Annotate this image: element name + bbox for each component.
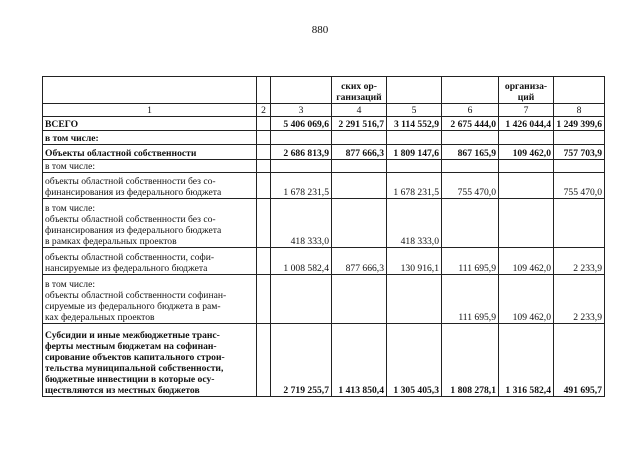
cell-col2 [257,131,271,145]
cell-c3: 2 719 255,7 [271,324,332,397]
cell-c4 [332,131,387,145]
cell-col2 [257,248,271,275]
cell-c4: 877 666,3 [332,145,387,160]
cell-c8: 491 695,7 [554,324,605,397]
cell-c8: 2 233,9 [554,275,605,324]
column-index: 5 [387,104,442,117]
cell-c5: 1 809 147,6 [387,145,442,160]
header-text: ских ор- ганизаций [336,81,382,103]
cell-c5: 1 305 405,3 [387,324,442,397]
cell-c5: 3 114 552,9 [387,117,442,131]
cell-c7: 1 316 582,4 [499,324,554,397]
cell-c8 [554,199,605,248]
cell-c7 [499,173,554,199]
row-label: объекты областной собственности, софи- нансируемые из федерального бюджета [43,248,257,275]
header-cell [257,77,271,104]
cell-c3: 5 406 069,6 [271,117,332,131]
header-cell-org [332,77,387,104]
cell-c5: 418 333,0 [387,199,442,248]
cell-c4 [332,173,387,199]
cell-c6: 867 165,9 [442,145,499,160]
cell-c5 [387,131,442,145]
cell-c4 [332,275,387,324]
column-index: 3 [271,104,332,117]
cell-c8 [554,131,605,145]
table-row [43,248,605,275]
cell-c5: 130 916,1 [387,248,442,275]
cell-col2 [257,275,271,324]
row-label: Субсидии и иные межбюджетные транс- ферты местным бюджетам на софинан- сирование объектов капитального строи- тельства муниципальной собственности, бюджетные инвестиции в которые осу- ществляются из местных бюджетов [43,324,257,397]
header-cell [43,77,257,104]
table-row [43,160,605,173]
cell-c7 [499,160,554,173]
header-text: организа- ций [504,81,548,103]
table-row [43,145,605,160]
row-label: Объекты областной собственности [43,145,257,160]
column-index: 8 [554,104,605,117]
column-index: 4 [332,104,387,117]
cell-c6 [442,199,499,248]
table-row [43,324,605,397]
column-index: 1 [43,104,257,117]
cell-col2 [257,324,271,397]
cell-c6: 2 675 444,0 [442,117,499,131]
cell-c3: 2 686 813,9 [271,145,332,160]
table-header-row [43,77,605,104]
cell-c7 [499,131,554,145]
row-label: в том числе: [43,131,257,145]
cell-col2 [257,145,271,160]
row-label: в том числе: объекты областной собственности без со- финансирования из федерального бюджета в рамках федеральных проектов [43,199,257,248]
cell-c3 [271,160,332,173]
cell-c8: 1 249 399,6 [554,117,605,131]
header-cell-org [499,77,554,104]
cell-c8: 2 233,9 [554,248,605,275]
table-row [43,173,605,199]
row-label: ВСЕГО [43,117,257,131]
column-index: 6 [442,104,499,117]
cell-c5 [387,160,442,173]
cell-c7: 109 462,0 [499,145,554,160]
cell-col2 [257,117,271,131]
cell-c4 [332,160,387,173]
cell-c7 [499,199,554,248]
cell-c5: 1 678 231,5 [387,173,442,199]
cell-c5 [387,275,442,324]
cell-c3: 1 678 231,5 [271,173,332,199]
cell-c6: 111 695,9 [442,248,499,275]
cell-col2 [257,199,271,248]
table-row [43,199,605,248]
cell-c7: 109 462,0 [499,248,554,275]
cell-c6: 111 695,9 [442,275,499,324]
row-label: объекты областной собственности без со- финансирования из федерального бюджета [43,173,257,199]
cell-c8 [554,160,605,173]
cell-c4: 2 291 516,7 [332,117,387,131]
cell-c7: 1 426 044,4 [499,117,554,131]
table-row [43,131,605,145]
cell-c4 [332,199,387,248]
row-label: в том числе: [43,160,257,173]
header-cell [442,77,499,104]
cell-c8: 755 470,0 [554,173,605,199]
cell-c3: 1 008 582,4 [271,248,332,275]
page-number: 880 [311,24,329,36]
cell-c3 [271,275,332,324]
cell-col2 [257,173,271,199]
cell-c6 [442,131,499,145]
cell-c4: 1 413 850,4 [332,324,387,397]
cell-col2 [257,160,271,173]
cell-c4: 877 666,3 [332,248,387,275]
cell-c3: 418 333,0 [271,199,332,248]
header-cell [271,77,332,104]
budget-table [42,76,605,397]
row-label: в том числе: объекты областной собственности софинан- сируемые из федерального бюджета в рам- ках федеральных проектов [43,275,257,324]
column-index: 7 [499,104,554,117]
header-cell [387,77,442,104]
table-row [43,117,605,131]
cell-c6: 755 470,0 [442,173,499,199]
cell-c6: 1 808 278,1 [442,324,499,397]
column-index-row [43,104,605,117]
table-row [43,275,605,324]
cell-c3 [271,131,332,145]
header-cell [554,77,605,104]
cell-c7: 109 462,0 [499,275,554,324]
cell-c8: 757 703,9 [554,145,605,160]
cell-c6 [442,160,499,173]
column-index: 2 [257,104,271,117]
